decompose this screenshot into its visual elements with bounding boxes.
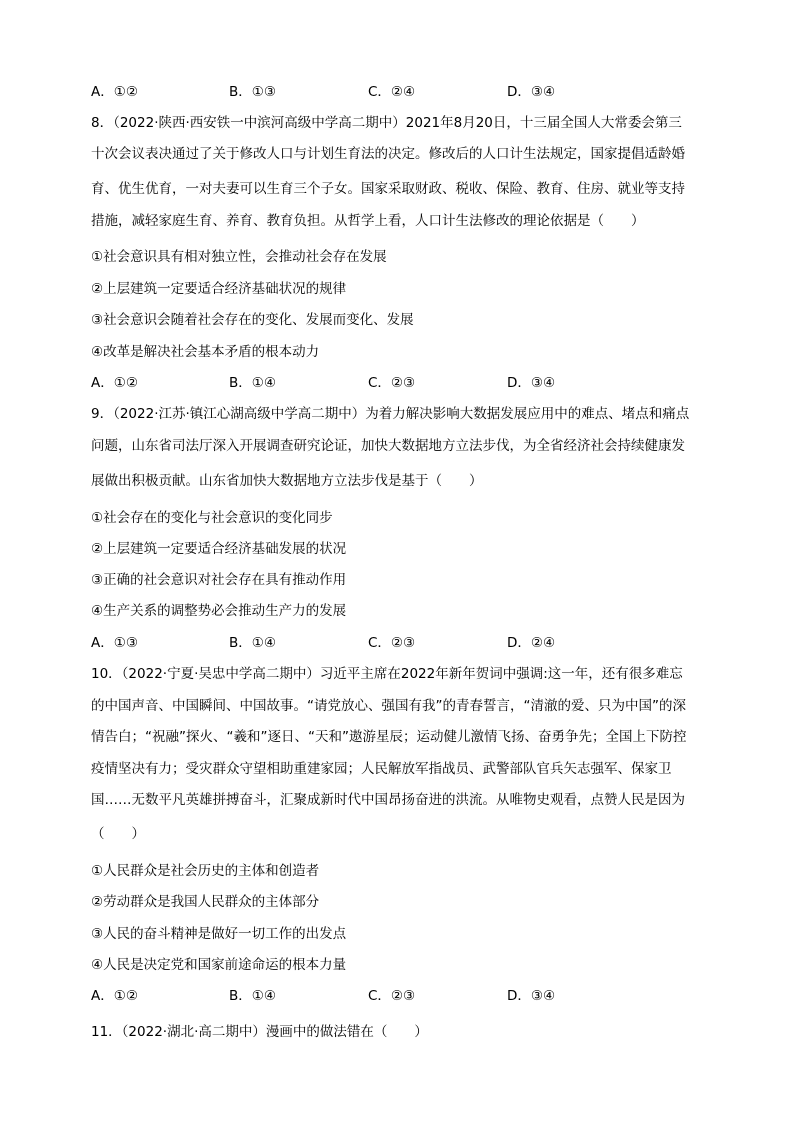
q9-stem-line-1: 9．（2022·江苏·镇江心湖高级中学高二期中）为着力解决影响大数据发展应用中的难点、堵点和痛点 bbox=[91, 406, 690, 422]
q10-statement-1: ①人民群众是社会历史的主体和创造者 bbox=[91, 863, 320, 879]
q8-statement-4: ④改革是解决社会基本矛盾的根本动力 bbox=[91, 344, 320, 360]
q9-statement-3: ③正确的社会意识对社会存在具有推动作用 bbox=[91, 572, 347, 588]
q9-option-c: C．②③ bbox=[368, 635, 416, 651]
q10-statement-3: ③人民的奋斗精神是做好一切工作的出发点 bbox=[91, 926, 347, 942]
q10-stem-line-3: 情告白；“祝融”探火、“羲和”逐日、“天和”遨游星辰；运动健儿激情飞扬、奋勇争先；全国上下防控 bbox=[91, 729, 687, 745]
q9-stem-line-2: 问题，山东省司法厅深入开展调查研究论证，加快大数据地方立法步伐，为全省经济社会持续健康发 bbox=[91, 438, 685, 454]
q8-statement-3: ③社会意识会随着社会存在的变化、发展而变化、发展 bbox=[91, 312, 414, 328]
q9-option-b: B．①④ bbox=[229, 635, 276, 651]
q9-option-d: D．②④ bbox=[507, 635, 556, 651]
q10-stem-line-4: 疫情坚决有力；受灾群众守望相助重建家园；人民解放军指战员、武警部队官兵矢志强军、保家卫 bbox=[91, 761, 672, 777]
q10-option-c: C．②③ bbox=[368, 988, 416, 1004]
q7-option-c: C．②④ bbox=[368, 84, 416, 100]
q10-option-b: B．①④ bbox=[229, 988, 276, 1004]
q7-option-b: B．①③ bbox=[229, 84, 276, 100]
q8-stem-line-3: 育、优生优育，一对夫妻可以生育三个子女。国家采取财政、税收、保险、教育、住房、就业等支持 bbox=[91, 181, 685, 197]
q7-option-d: D．③④ bbox=[507, 84, 556, 100]
q10-statement-2: ②劳动群众是我国人民群众的主体部分 bbox=[91, 894, 320, 910]
q9-options bbox=[91, 634, 711, 652]
q10-stem-line-6: （ ） bbox=[91, 826, 145, 842]
q8-stem-line-2: 十次会议表决通过了关于修改人口与计划生育法的决定。修改后的人口计生法规定，国家提倡适龄婚 bbox=[91, 146, 685, 162]
q9-stem-line-3: 展做出积极贡献。山东省加快大数据地方立法步伐是基于（ ） bbox=[91, 473, 483, 489]
q9-option-a: A．①③ bbox=[91, 635, 138, 651]
q8-statement-1: ①社会意识具有相对独立性，会推动社会存在发展 bbox=[91, 249, 387, 265]
q8-stem-line-4: 措施，减轻家庭生育、养育、教育负担。从哲学上看，人口计生法修改的理论依据是（ ） bbox=[91, 213, 645, 229]
q11-stem-line-1: 11．（2022·湖北·高二期中）漫画中的做法错在（ ） bbox=[91, 1024, 428, 1040]
q9-statement-2: ②上层建筑一定要适合经济基础发展的状况 bbox=[91, 541, 347, 557]
q10-stem-line-1: 10．（2022·宁夏·吴忠中学高二期中）习近平主席在2022年新年贺词中强调:这一年，还有很多难忘 bbox=[91, 666, 683, 682]
q8-option-c: C．②③ bbox=[368, 375, 416, 391]
q9-statement-4: ④生产关系的调整势必会推动生产力的发展 bbox=[91, 603, 347, 619]
q8-options bbox=[91, 374, 711, 392]
q10-stem-line-5: 国……无数平凡英雄拼搏奋斗，汇聚成新时代中国昂扬奋进的洪流。从唯物史观看，点赞人民是因为 bbox=[91, 792, 685, 808]
q8-statement-2: ②上层建筑一定要适合经济基础状况的规律 bbox=[91, 281, 347, 297]
q8-option-d: D．③④ bbox=[507, 375, 556, 391]
q7-options bbox=[91, 83, 711, 101]
q7-option-a: A．①② bbox=[91, 84, 138, 100]
q10-option-a: A．①② bbox=[91, 988, 138, 1004]
q10-options bbox=[91, 987, 711, 1005]
q8-option-b: B．①④ bbox=[229, 375, 276, 391]
q8-stem-line-1: 8．（2022·陕西·西安铁一中滨河高级中学高二期中）2021年8月20日，十三届全国人大常委会第三 bbox=[91, 115, 682, 131]
q10-statement-4: ④人民是决定党和国家前途命运的根本力量 bbox=[91, 957, 347, 973]
q10-stem-line-2: 的中国声音、中国瞬间、中国故事。“请党放心、强国有我”的青春誓言，“清澈的爱、只为中国”的深 bbox=[91, 698, 686, 714]
q9-statement-1: ①社会存在的变化与社会意识的变化同步 bbox=[91, 510, 333, 526]
q8-option-a: A．①② bbox=[91, 375, 138, 391]
q10-option-d: D．③④ bbox=[507, 988, 556, 1004]
